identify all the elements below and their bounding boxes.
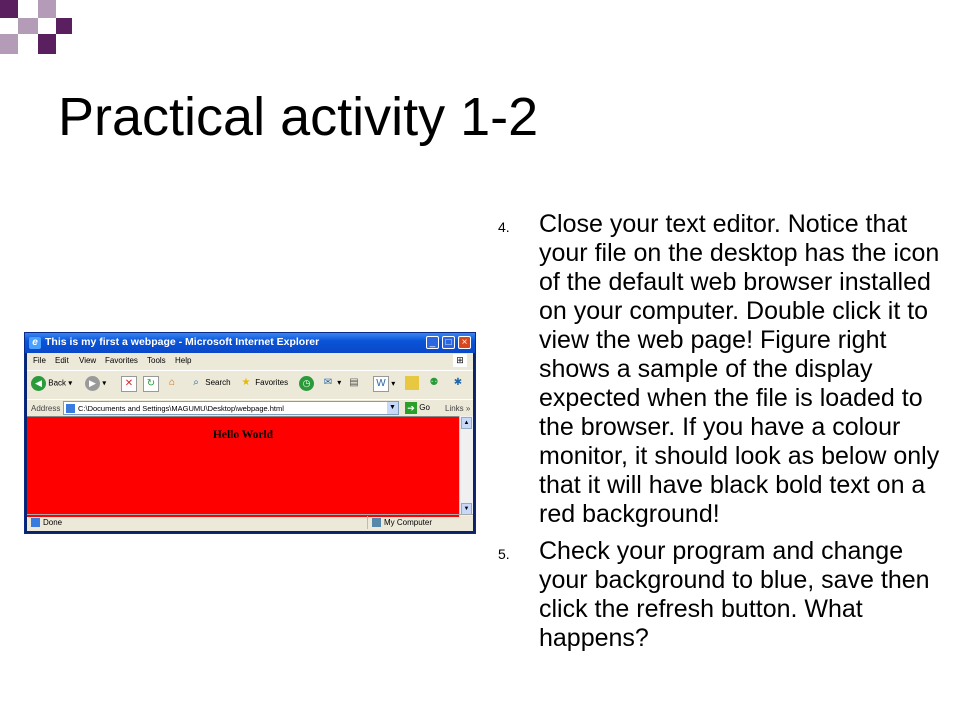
browser-body [27, 353, 473, 531]
folder-icon [405, 376, 419, 390]
home-button[interactable] [165, 376, 179, 394]
back-arrow-icon: ◀ [31, 376, 46, 391]
go-button[interactable] [405, 402, 430, 414]
status-bar [27, 514, 473, 531]
minimize-icon[interactable]: _ [426, 336, 439, 349]
menu-edit[interactable]: Edit [55, 356, 69, 365]
browser-title: This is my first a webpage - Microsoft Internet Explorer [45, 336, 320, 348]
browser-titlebar[interactable] [25, 333, 475, 353]
step-5 [498, 537, 950, 653]
scroll-down-icon[interactable]: ▼ [461, 503, 472, 515]
research-button[interactable] [451, 376, 465, 394]
menu-tools[interactable]: Tools [147, 356, 166, 365]
vertical-scrollbar[interactable] [459, 416, 473, 516]
discuss-button[interactable] [405, 376, 419, 394]
status-text: Done [31, 518, 62, 527]
favorites-button[interactable] [239, 376, 288, 394]
address-value: C:\Documents and Settings\MAGUMU\Desktop\webpage.html [78, 404, 284, 413]
messenger-icon: ⚉ [429, 377, 439, 388]
home-icon: ⌂ [168, 377, 176, 388]
menu-view[interactable]: View [79, 356, 97, 365]
favorites-label: Favorites [255, 378, 289, 388]
menu-bar [27, 353, 473, 369]
research-icon: ✱ [453, 377, 463, 388]
print-icon: ▤ [349, 377, 359, 388]
menu-favorites[interactable]: Favorites [105, 356, 138, 365]
chevron-down-icon[interactable]: ▼ [387, 402, 398, 414]
step-number: 4. [498, 219, 510, 235]
corner-decoration [0, 0, 72, 56]
go-label: Go [419, 403, 430, 413]
step-number: 5. [498, 546, 510, 562]
edit-button[interactable]: W ▾ [373, 376, 395, 394]
refresh-button[interactable] [143, 376, 159, 394]
step-text: Check your program and change your background to blue, save then click the refresh button. What happens? [539, 537, 930, 652]
security-zone: My Computer [372, 518, 432, 527]
mail-button[interactable]: ✉ ▾ [321, 376, 341, 394]
scroll-up-icon[interactable]: ▲ [461, 417, 472, 429]
step-text: Close your text editor. Notice that your file on the desktop has the icon of the default web browser installed on your computer. Double click it to view the web page! Figure right shows a sample of the display expected when the file is loaded to the browser. If you have a colour monitor, it should look as below only that it will have black bold text on a red background! [539, 210, 940, 528]
address-bar [27, 399, 473, 417]
page-viewport [27, 416, 459, 517]
back-button[interactable]: ◀ Back ▾ [31, 376, 72, 394]
search-icon: ⌕ [193, 377, 199, 388]
history-button[interactable] [299, 376, 314, 394]
word-icon: W [373, 376, 389, 392]
close-icon[interactable]: × [458, 336, 471, 349]
mail-icon: ✉ [323, 377, 333, 388]
page-icon [31, 518, 40, 527]
browser-window [24, 332, 476, 534]
page-heading: Hello World [212, 429, 274, 441]
menu-file[interactable]: File [33, 356, 46, 365]
stop-button[interactable] [121, 376, 137, 394]
address-input[interactable] [63, 401, 399, 415]
page-title: Practical activity 1-2 [58, 87, 539, 147]
toolbar [27, 370, 473, 399]
menu-help[interactable]: Help [175, 356, 192, 365]
ie-logo-icon: e [29, 337, 41, 349]
messenger-button[interactable] [427, 376, 441, 394]
stop-icon: ✕ [121, 376, 137, 392]
step-4 [498, 210, 950, 529]
computer-icon [372, 518, 381, 527]
back-label: Back [48, 378, 67, 388]
page-icon [66, 404, 75, 413]
windows-flag-icon: ⊞ [453, 354, 467, 367]
print-button[interactable] [347, 376, 361, 394]
star-icon: ★ [241, 377, 251, 388]
refresh-icon: ↻ [143, 376, 159, 392]
search-label: Search [205, 378, 231, 388]
activity-steps [498, 210, 950, 661]
status-divider [367, 516, 368, 529]
maximize-icon[interactable]: □ [442, 336, 455, 349]
links-button[interactable]: Links » [445, 404, 471, 413]
search-button[interactable] [189, 376, 231, 394]
forward-arrow-icon: ▶ [85, 376, 100, 391]
forward-button[interactable]: ▶ ▾ [85, 376, 106, 394]
go-arrow-icon: ➔ [405, 402, 417, 414]
history-icon: ◷ [299, 376, 314, 391]
address-label: Address [31, 404, 61, 413]
